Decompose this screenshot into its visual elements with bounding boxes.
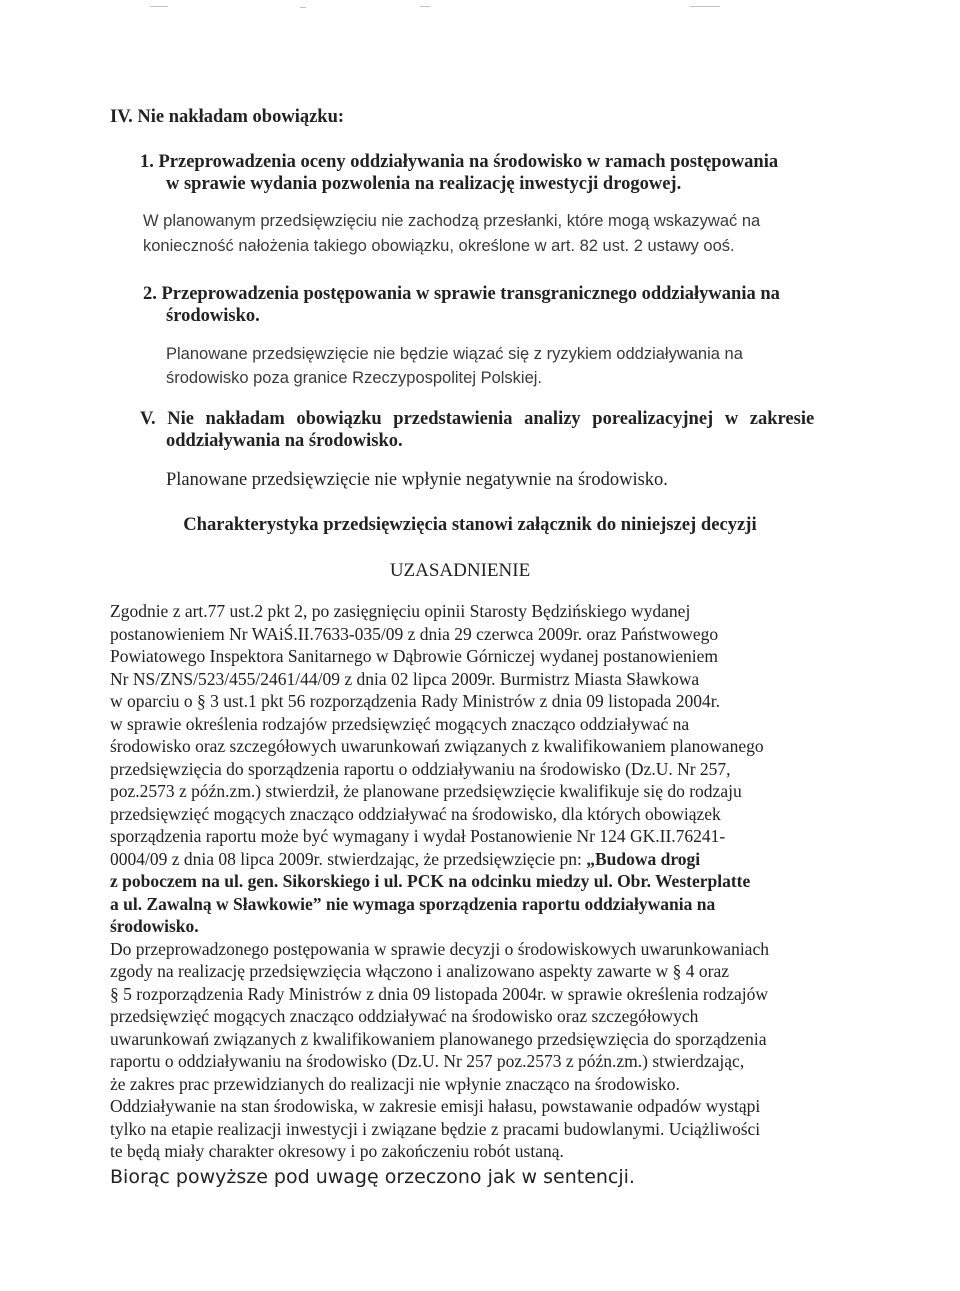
item2-title-line1: 2. Przeprowadzenia postępowania w sprawie transgranicznego oddziaływania na xyxy=(143,284,780,304)
justification-bold-line: a ul. Zawalną w Sławkowie” nie wymaga sporządzenia raportu oddziaływania na xyxy=(110,893,716,914)
justification-line: przedsięwzięć mogących znacząco oddziaływać na środowisko, dla których obowiązek xyxy=(110,803,721,824)
justification-mixed-plain: 0004/09 z dnia 08 lipca 2009r. stwierdzając, że przedsięwzięcie pn: xyxy=(110,848,582,869)
closing-sentence: Biorąc powyższe pod uwagę orzeczono jak w sentencji. xyxy=(110,1165,635,1188)
section-v-heading-line1: V. Nie nakładam obowiązku przedstawienia analizy porealizacyjnej w zakresie xyxy=(140,409,815,429)
justification-line2: uwarunkowań związanych z kwalifikowaniem planowanego przedsięwzięcia do sporządzenia xyxy=(110,1028,767,1049)
justification-mixed-line xyxy=(110,848,815,871)
justification-line2: Do przeprowadzonego postępowania w sprawie decyzji o środowiskowych uwarunkowaniach xyxy=(110,938,769,959)
justification-line: środowisko oraz szczegółowych uwarunkowań związanych z kwalifikowaniem planowanego xyxy=(110,736,764,756)
section-v-heading-line2: oddziaływania na środowisko. xyxy=(166,431,403,451)
justification-project-name-start: „Budowa drogi xyxy=(586,848,701,869)
item1-title-line1: 1. Przeprowadzenia oceny oddziaływania na środowisko w ramach postępowania xyxy=(140,152,779,172)
justification-line: przedsięwzięcia do sporządzenia raportu o oddziaływaniu na środowisko (Dz.U. Nr 257, xyxy=(110,758,731,779)
section-v-body: Planowane przedsięwzięcie nie wpłynie negatywnie na środowisko. xyxy=(166,470,668,490)
justification-line2: te będą miały charakter okresowy i po zakończeniu robót ustaną. xyxy=(110,1141,564,1161)
scan-artifact xyxy=(420,6,430,7)
justification-bold-line: z poboczem na ul. gen. Sikorskiego i ul. PCK na odcinku miedzy ul. Obr. Westerplatte xyxy=(110,871,751,891)
justification-line2: przedsięwzięć mogących znacząco oddziaływać na środowisko oraz szczegółowych xyxy=(110,1006,699,1026)
justification-line: w sprawie określenia rodzajów przedsięwzięć mogących znacząco oddziaływać na xyxy=(110,713,690,734)
item1-body-line2: konieczność nałożenia takiego obowiązku, określone w art. 82 ust. 2 ustawy ooś. xyxy=(143,237,735,255)
justification-line: postanowieniem Nr WAiŚ.II.7633-035/09 z dnia 29 czerwca 2009r. oraz Państwowego xyxy=(110,623,719,644)
item1-title-line2: w sprawie wydania pozwolenia na realizację inwestycji drogowej. xyxy=(166,174,682,194)
justification-body xyxy=(110,600,815,1189)
justification-line2: zgody na realizację przedsięwzięcia włączono i analizowano aspekty zawarte w § 4 oraz xyxy=(110,961,729,981)
justification-line2: § 5 rozporządzenia Rady Ministrów z dnia 09 listopada 2004r. w sprawie określenia rodzajów xyxy=(110,983,769,1004)
justification-line: poz.2573 z późn.zm.) stwierdził, że planowane przedsięwzięcie kwalifikuje się do rodzaju xyxy=(110,781,742,801)
justification-line2: że zakres prac przewidzianych do realizacji nie wpłynie znacząco na środowisko. xyxy=(110,1073,680,1094)
justification-title: UZASADNIENIE xyxy=(389,560,531,581)
item2-title-line2: środowisko. xyxy=(166,306,260,326)
justification-line: Zgodnie z art.77 ust.2 pkt 2, po zasięgnięciu opinii Starosty Będzińskiego wydanej xyxy=(110,601,691,621)
justification-line2: Oddziaływanie na stan środowiska, w zakresie emisji hałasu, powstawanie odpadów wystąpi xyxy=(110,1096,761,1116)
justification-line: w oparciu o § 3 ust.1 pkt 56 rozporządzenia Rady Ministrów z dnia 09 listopada 2004r. xyxy=(110,691,720,711)
scan-artifact xyxy=(690,6,720,7)
justification-line2: raportu o oddziaływaniu na środowisko (Dz.U. Nr 257 poz.2573 z późn.zm.) stwierdzając, xyxy=(110,1051,745,1071)
justification-line: Nr NS/ZNS/523/455/2461/44/09 z dnia 02 lipca 2009r. Burmistrz Miasta Sławkowa xyxy=(110,668,700,689)
scan-artifact xyxy=(300,7,306,8)
section-iv-heading: IV. Nie nakładam obowiązku: xyxy=(110,107,345,127)
scan-artifact xyxy=(150,6,168,7)
justification-line: sporządzenia raportu może być wymagany i wydał Postanowienie Nr 124 GK.II.76241- xyxy=(110,826,726,846)
item2-body-line2: środowisko poza granice Rzeczypospolitej Polskiej. xyxy=(166,369,543,387)
justification-bold-line: środowisko. xyxy=(110,916,199,936)
item2-body-line1: Planowane przedsięwzięcie nie będzie wiązać się z ryzykiem oddziaływania na xyxy=(166,345,743,363)
attachment-note: Charakterystyka przedsięwzięcia stanowi załącznik do niniejszej decyzji xyxy=(183,514,757,535)
item1-body-line1: W planowanym przedsięwzięciu nie zachodzą przesłanki, które mogą wskazywać na xyxy=(143,212,761,230)
justification-line2: tylko na etapie realizacji inwestycji i związane będzie z pracami budowlanymi. Uciążliwości xyxy=(110,1118,761,1139)
justification-line: Powiatowego Inspektora Sanitarnego w Dąbrowie Górniczej wydanej postanowieniem xyxy=(110,646,718,666)
